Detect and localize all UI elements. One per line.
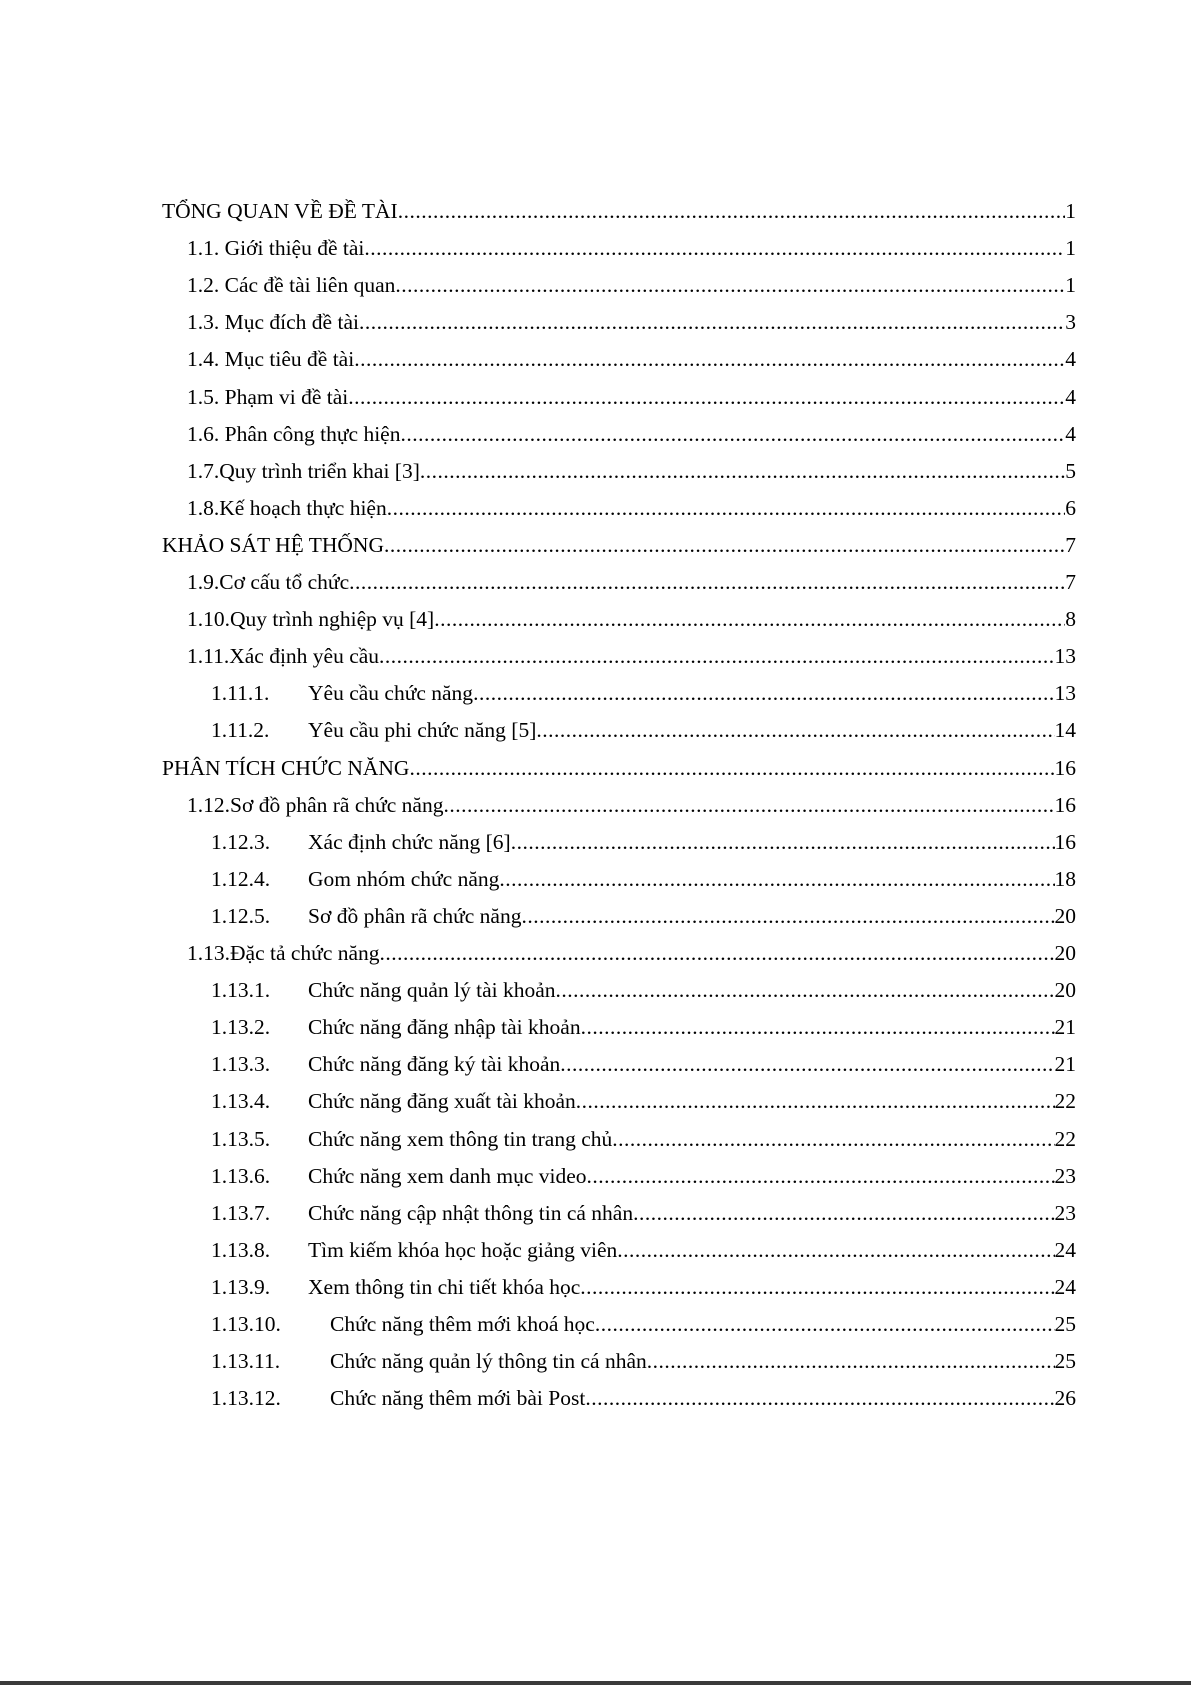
toc-entry-title: Chức năng quản lý tài khoản: [308, 978, 556, 1002]
toc-entry[interactable]: [187, 453, 1076, 489]
toc-entry-number: 1.12.5.: [211, 904, 271, 928]
toc-entry-title: 1.13.Đặc tả chức năng: [187, 941, 380, 965]
toc-entry[interactable]: [187, 341, 1076, 377]
dot-leader: [379, 638, 1054, 674]
toc-entry-page-number: 21: [1054, 1052, 1076, 1076]
toc-entry-page-number: 16: [1054, 830, 1076, 854]
toc-entry[interactable]: [211, 1009, 1076, 1045]
toc-entry-title: 1.2. Các đề tài liên quan: [187, 273, 396, 297]
dot-leader: [420, 453, 1065, 489]
toc-entry-number: 1.12.4.: [211, 867, 271, 891]
toc-entry[interactable]: [187, 490, 1076, 526]
dot-leader: [409, 750, 1054, 786]
toc-entry-page-number: 4: [1065, 422, 1076, 446]
dot-leader: [556, 972, 1055, 1008]
toc-entry-title: Chức năng thêm mới bài Post: [330, 1386, 586, 1410]
dot-leader: [364, 230, 1065, 266]
dot-leader: [580, 1269, 1054, 1305]
dot-leader: [647, 1343, 1055, 1379]
toc-entry-number: 1.13.12.: [211, 1386, 281, 1410]
toc-entry-title: 1.8.Kế hoạch thực hiện: [187, 496, 387, 520]
dot-leader: [633, 1195, 1054, 1231]
toc-entry[interactable]: [211, 1046, 1076, 1082]
toc-entry-page-number: 13: [1054, 644, 1076, 668]
toc-entry-title: Chức năng quản lý thông tin cá nhân: [330, 1349, 647, 1373]
toc-entry[interactable]: [211, 1343, 1076, 1379]
toc-entry-number: 1.13.5.: [211, 1127, 271, 1151]
toc-entry-page-number: 16: [1054, 793, 1076, 817]
toc-entry-page-number: 5: [1065, 459, 1076, 483]
toc-entry[interactable]: [211, 1158, 1076, 1194]
toc-entry-title: Yêu cầu chức năng: [308, 681, 474, 705]
toc-entry-number: 1.11.2.: [211, 718, 270, 742]
toc-entry[interactable]: [211, 1195, 1076, 1231]
toc-entry[interactable]: [211, 1269, 1076, 1305]
toc-entry-title: 1.5. Phạm vi đề tài: [187, 385, 349, 409]
toc-entry-title: Chức năng thêm mới khoá học: [330, 1312, 595, 1336]
toc-entry-page-number: 22: [1054, 1089, 1076, 1113]
toc-entry[interactable]: [211, 1232, 1076, 1268]
dot-leader: [359, 304, 1065, 340]
toc-entry-number: 1.13.1.: [211, 978, 271, 1002]
toc-entry[interactable]: [187, 230, 1076, 266]
toc-entry[interactable]: [211, 1306, 1076, 1342]
toc-entry-page-number: 4: [1065, 347, 1076, 371]
toc-entry[interactable]: [211, 1121, 1076, 1157]
toc-entry-title: Sơ đồ phân rã chức năng: [308, 904, 522, 928]
toc-entry-page-number: 1: [1065, 199, 1076, 223]
toc-entry[interactable]: [187, 601, 1076, 637]
toc-entry-number: 1.13.2.: [211, 1015, 271, 1039]
toc-entry[interactable]: [187, 379, 1076, 415]
toc-entry[interactable]: [211, 712, 1076, 748]
toc-entry-page-number: 25: [1054, 1312, 1076, 1336]
toc-entry-page-number: 1: [1065, 236, 1076, 260]
toc-entry-title: 1.10.Quy trình nghiệp vụ [4]: [187, 607, 435, 631]
toc-entry[interactable]: [211, 898, 1076, 934]
toc-entry-page-number: 14: [1054, 718, 1076, 742]
dot-leader: [384, 527, 1065, 563]
toc-entry-number: 1.13.6.: [211, 1164, 271, 1188]
dot-leader: [617, 1232, 1054, 1268]
toc-entry-title: 1.11.Xác định yêu cầu: [187, 644, 380, 668]
dot-leader: [612, 1121, 1054, 1157]
toc-entry-title: TỔNG QUAN VỀ ĐỀ TÀI: [162, 199, 398, 223]
toc-entry[interactable]: [187, 304, 1076, 340]
toc-entry-title: Xem thông tin chi tiết khóa học: [308, 1275, 581, 1299]
toc-entry-number: 1.13.10.: [211, 1312, 281, 1336]
toc-entry[interactable]: [211, 1380, 1076, 1416]
toc-entry-number: 1.11.1.: [211, 681, 270, 705]
toc-entry-page-number: 18: [1054, 867, 1076, 891]
toc-entry-page-number: 16: [1054, 756, 1076, 780]
toc-entry-title: 1.1. Giới thiệu đề tài: [187, 236, 365, 260]
toc-entry[interactable]: [187, 267, 1076, 303]
toc-entry[interactable]: [162, 750, 1076, 786]
toc-entry-title: 1.6. Phân công thực hiện: [187, 422, 401, 446]
toc-entry-title: Chức năng cập nhật thông tin cá nhân: [308, 1201, 634, 1225]
toc-entry-page-number: 3: [1065, 310, 1076, 334]
toc-entry-page-number: 20: [1054, 941, 1076, 965]
toc-entry-title: Yêu cầu phi chức năng [5]: [308, 718, 537, 742]
toc-entry[interactable]: [187, 787, 1076, 823]
dot-leader: [434, 601, 1065, 637]
toc-entry-number: 1.13.8.: [211, 1238, 271, 1262]
dot-leader: [400, 416, 1065, 452]
toc-entry-page-number: 4: [1065, 385, 1076, 409]
toc-entry-number: 1.13.4.: [211, 1089, 271, 1113]
dot-leader: [398, 193, 1066, 229]
toc-entry[interactable]: [187, 416, 1076, 452]
dot-leader: [395, 267, 1065, 303]
toc-entry-title: 1.3. Mục đích đề tài: [187, 310, 359, 334]
toc-entry-page-number: 20: [1054, 904, 1076, 928]
toc-entry-page-number: 22: [1054, 1127, 1076, 1151]
dot-leader: [595, 1306, 1055, 1342]
toc-entry-title: Chức năng đăng xuất tài khoản: [308, 1089, 576, 1113]
dot-leader: [585, 1380, 1054, 1416]
dot-leader: [511, 824, 1055, 860]
toc-entry-page-number: 1: [1065, 273, 1076, 297]
dot-leader: [348, 379, 1065, 415]
toc-entry-page-number: 23: [1054, 1201, 1076, 1225]
toc-entry[interactable]: [211, 972, 1076, 1008]
toc-entry[interactable]: [187, 638, 1076, 674]
toc-entry[interactable]: [187, 935, 1076, 971]
toc-entry-title: 1.7.Quy trình triển khai [3]: [187, 459, 420, 483]
toc-entry-page-number: 8: [1065, 607, 1076, 631]
toc-entry-page-number: 7: [1065, 570, 1076, 594]
toc-entry-page-number: 13: [1054, 681, 1076, 705]
toc-entry-page-number: 25: [1054, 1349, 1076, 1373]
toc-entry-page-number: 21: [1054, 1015, 1076, 1039]
dot-leader: [581, 1009, 1055, 1045]
dot-leader: [499, 861, 1054, 897]
toc-entry-title: Chức năng đăng nhập tài khoản: [308, 1015, 581, 1039]
toc-entry-title: Gom nhóm chức năng: [308, 867, 500, 891]
dot-leader: [349, 564, 1065, 600]
toc-entry-number: 1.13.7.: [211, 1201, 271, 1225]
dot-leader: [473, 675, 1054, 711]
toc-entry[interactable]: [211, 861, 1076, 897]
dot-leader: [354, 341, 1065, 377]
page-bottom-edge: [0, 1681, 1191, 1685]
toc-entry-number: 1.13.3.: [211, 1052, 271, 1076]
toc-entry-number: 1.12.3.: [211, 830, 271, 854]
toc-entry-title: 1.12.Sơ đồ phân rã chức năng: [187, 793, 444, 817]
dot-leader: [443, 787, 1054, 823]
toc-entry-page-number: 24: [1054, 1275, 1076, 1299]
dot-leader: [587, 1158, 1055, 1194]
toc-entry-title: Chức năng đăng ký tài khoản: [308, 1052, 561, 1076]
dot-leader: [536, 712, 1054, 748]
toc-entry-page-number: 24: [1054, 1238, 1076, 1262]
toc-entry-title: 1.9.Cơ cấu tổ chức: [187, 570, 350, 594]
toc-entry[interactable]: [211, 675, 1076, 711]
dot-leader: [560, 1046, 1054, 1082]
toc-entry-page-number: 7: [1065, 533, 1076, 557]
toc-entry[interactable]: [162, 527, 1076, 563]
toc-entry-page-number: 26: [1054, 1386, 1076, 1410]
toc-entry[interactable]: [211, 824, 1076, 860]
dot-leader: [576, 1083, 1055, 1119]
toc-entry[interactable]: [162, 193, 1076, 229]
toc-entry-number: 1.13.9.: [211, 1275, 271, 1299]
toc-entry-page-number: 6: [1065, 496, 1076, 520]
toc-entry[interactable]: [211, 1083, 1076, 1119]
toc-entry-title: Chức năng xem thông tin trang chủ: [308, 1127, 613, 1151]
toc-entry-title: 1.4. Mục tiêu đề tài: [187, 347, 355, 371]
dot-leader: [387, 490, 1066, 526]
toc-entry[interactable]: [187, 564, 1076, 600]
toc-entry-page-number: 23: [1054, 1164, 1076, 1188]
toc-entry-title: KHẢO SÁT HỆ THỐNG: [162, 533, 384, 557]
toc-entry-title: Tìm kiếm khóa học hoặc giảng viên: [308, 1238, 618, 1262]
toc-entry-page-number: 20: [1054, 978, 1076, 1002]
dot-leader: [521, 898, 1054, 934]
toc-entry-title: Chức năng xem danh mục video: [308, 1164, 587, 1188]
toc-entry-title: Xác định chức năng [6]: [308, 830, 511, 854]
toc-entry-title: PHÂN TÍCH CHỨC NĂNG: [162, 756, 410, 780]
toc-entry-number: 1.13.11.: [211, 1349, 281, 1373]
dot-leader: [380, 935, 1055, 971]
